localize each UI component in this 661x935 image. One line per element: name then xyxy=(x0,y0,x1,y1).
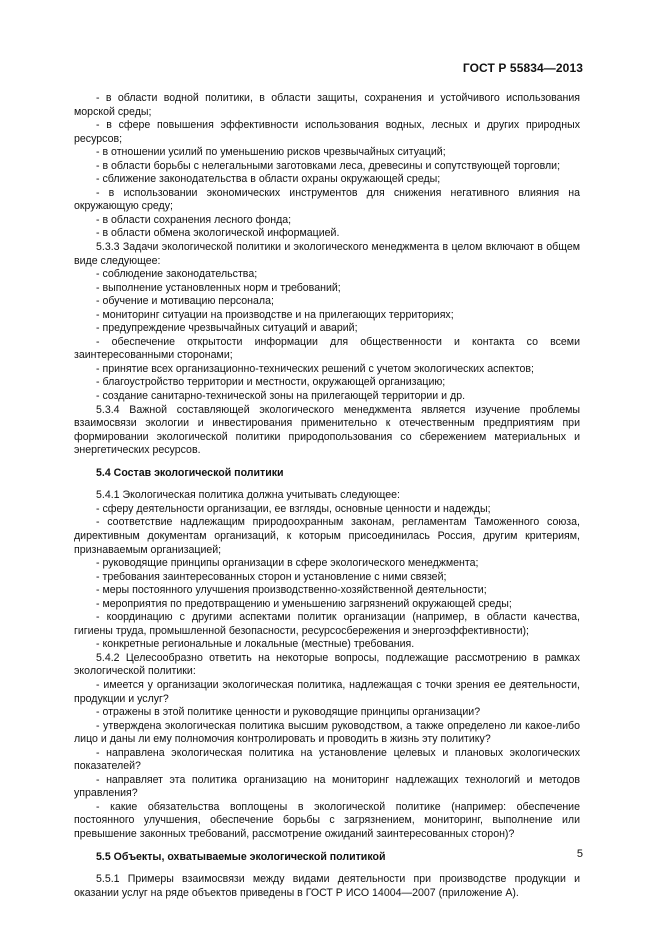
paragraph: - принятие всех организационно-технических решений с учетом экологических аспектов; xyxy=(96,362,535,375)
paragraph: - утверждена экологическая политика высшим руководством, а также определено ли какое-либо лицо и даны ли ему полномочия контролировать и проводить в жизнь эту политику? xyxy=(74,719,580,746)
paragraph: - направлена экологическая политика на установление целевых и плановых экологических показателей? xyxy=(74,746,580,773)
environmental-policy-areas-block xyxy=(74,92,580,458)
paragraph: 5.5.1 Примеры взаимосвязи между видами деятельности при производстве продукции и оказании услуг на ряде объектов приведены в ГОСТ Р ИСО 14004—2007 (приложение А). xyxy=(74,873,580,899)
page-number: 5 xyxy=(576,848,583,860)
paragraph: - имеется у организации экологическая политика, надлежащая с точки зрения ее деятельности, продукции и услуг? xyxy=(74,678,580,705)
paragraph: - сближение законодательства в области охраны окружающей среды; xyxy=(96,173,441,186)
paragraph: - конкретные региональные и локальные (местные) требования. xyxy=(96,638,415,651)
paragraph: - мероприятия по предотвращению и уменьшению загрязнений окружающей среды; xyxy=(96,597,512,610)
paragraph: - создание санитарно-технической зоны на прилегающей территории и др. xyxy=(96,390,466,403)
section-heading-5-5: 5.5 Объекты, охватываемые экологической политикой xyxy=(96,850,386,863)
paragraph: 5.3.3 Задачи экологической политики и экологического менеджмента в целом включают в общем виде следующее: xyxy=(74,241,580,267)
paragraph: - направляет эта политика организацию на мониторинг надлежащих технологий и методов управления? xyxy=(74,773,580,800)
paragraph: - какие обязательства воплощены в экологической политике (например: обеспечение постоянного улучшения, обеспечение борьбы с загрязнением, мониторинг, выполнение или превышение законных требований, рассмотрение ожиданий заинтересованных сторон)? xyxy=(74,800,580,840)
paragraph: - обучение и мотивацию персонала; xyxy=(96,295,274,308)
document-id-header: ГОСТ Р 55834—2013 xyxy=(462,61,583,75)
paragraph: 5.4.2 Целесообразно ответить на некоторые вопросы, подлежащие рассмотрению в рамках экологической политики: xyxy=(74,651,580,678)
paragraph: 5.3.4 Важной составляющей экологического менеджмента является изучение проблемы взаимосвязи экологии и инвестирования применительно к отечественным предприятиям при формировании экологической политики природопользования со сбережением материальных и энергетических ресурсов. xyxy=(74,403,580,457)
paragraph: - сферу деятельности организации, ее взгляды, основные ценности и надежды; xyxy=(96,502,491,515)
paragraph: - соответствие надлежащим природоохранным законам, регламентам Таможенного союза, директивным документам организаций, к которым присоединилась Россия, другим критериям, признаваемым организацией; xyxy=(74,516,580,556)
document-body xyxy=(74,92,580,900)
paragraph: - меры постоянного улучшения производственно-хозяйственной деятельности; xyxy=(96,584,487,597)
paragraph: - мониторинг ситуации на производстве и на прилегающих территориях; xyxy=(96,308,454,321)
section-5-5-content xyxy=(74,873,580,900)
paragraph: - в отношении усилий по уменьшению рисков чрезвычайных ситуаций; xyxy=(96,146,446,159)
paragraph: - в области водной политики, в области защиты, сохранения и устойчивого использования морской среды; xyxy=(74,92,580,118)
paragraph: - отражены в этой политике ценности и руководящие принципы организации? xyxy=(96,706,481,719)
paragraph: 5.4.1 Экологическая политика должна учитывать следующее: xyxy=(96,489,400,502)
paragraph: - руководящие принципы организации в сфере экологического менеджмента; xyxy=(96,557,479,570)
paragraph: - соблюдение законодательства; xyxy=(96,268,258,281)
paragraph: - предупреждение чрезвычайных ситуаций и аварий; xyxy=(96,322,358,335)
paragraph: - требования заинтересованных сторон и установление с ними связей; xyxy=(96,570,447,583)
paragraph: - благоустройство территории и местности, окружающей организацию; xyxy=(96,376,446,389)
section-5-4-content xyxy=(74,489,580,841)
paragraph: - координацию с другими аспектами политик организации (например, в области качества, гигиены труда, промышленной безопасности, ресурсосбережения и энергоэффективности); xyxy=(74,611,580,637)
paragraph: - выполнение установленных норм и требований; xyxy=(96,281,341,294)
section-heading-5-4: 5.4 Состав экологической политики xyxy=(96,466,284,479)
paragraph: - в области борьбы с нелегальными заготовками леса, древесины и сопутствующей торговли; xyxy=(96,159,561,172)
paragraph: - в использовании экономических инструментов для снижения негативного влияния на окружающую среду; xyxy=(74,186,580,213)
paragraph: - в области сохранения лесного фонда; xyxy=(96,213,292,226)
paragraph: - обеспечение открытости информации для общественности и контакта со всеми заинтересованными сторонами; xyxy=(74,335,580,362)
paragraph: - в области обмена экологической информацией. xyxy=(96,227,340,240)
paragraph: - в сфере повышения эффективности использования водных, лесных и других природных ресурсов; xyxy=(74,119,580,145)
